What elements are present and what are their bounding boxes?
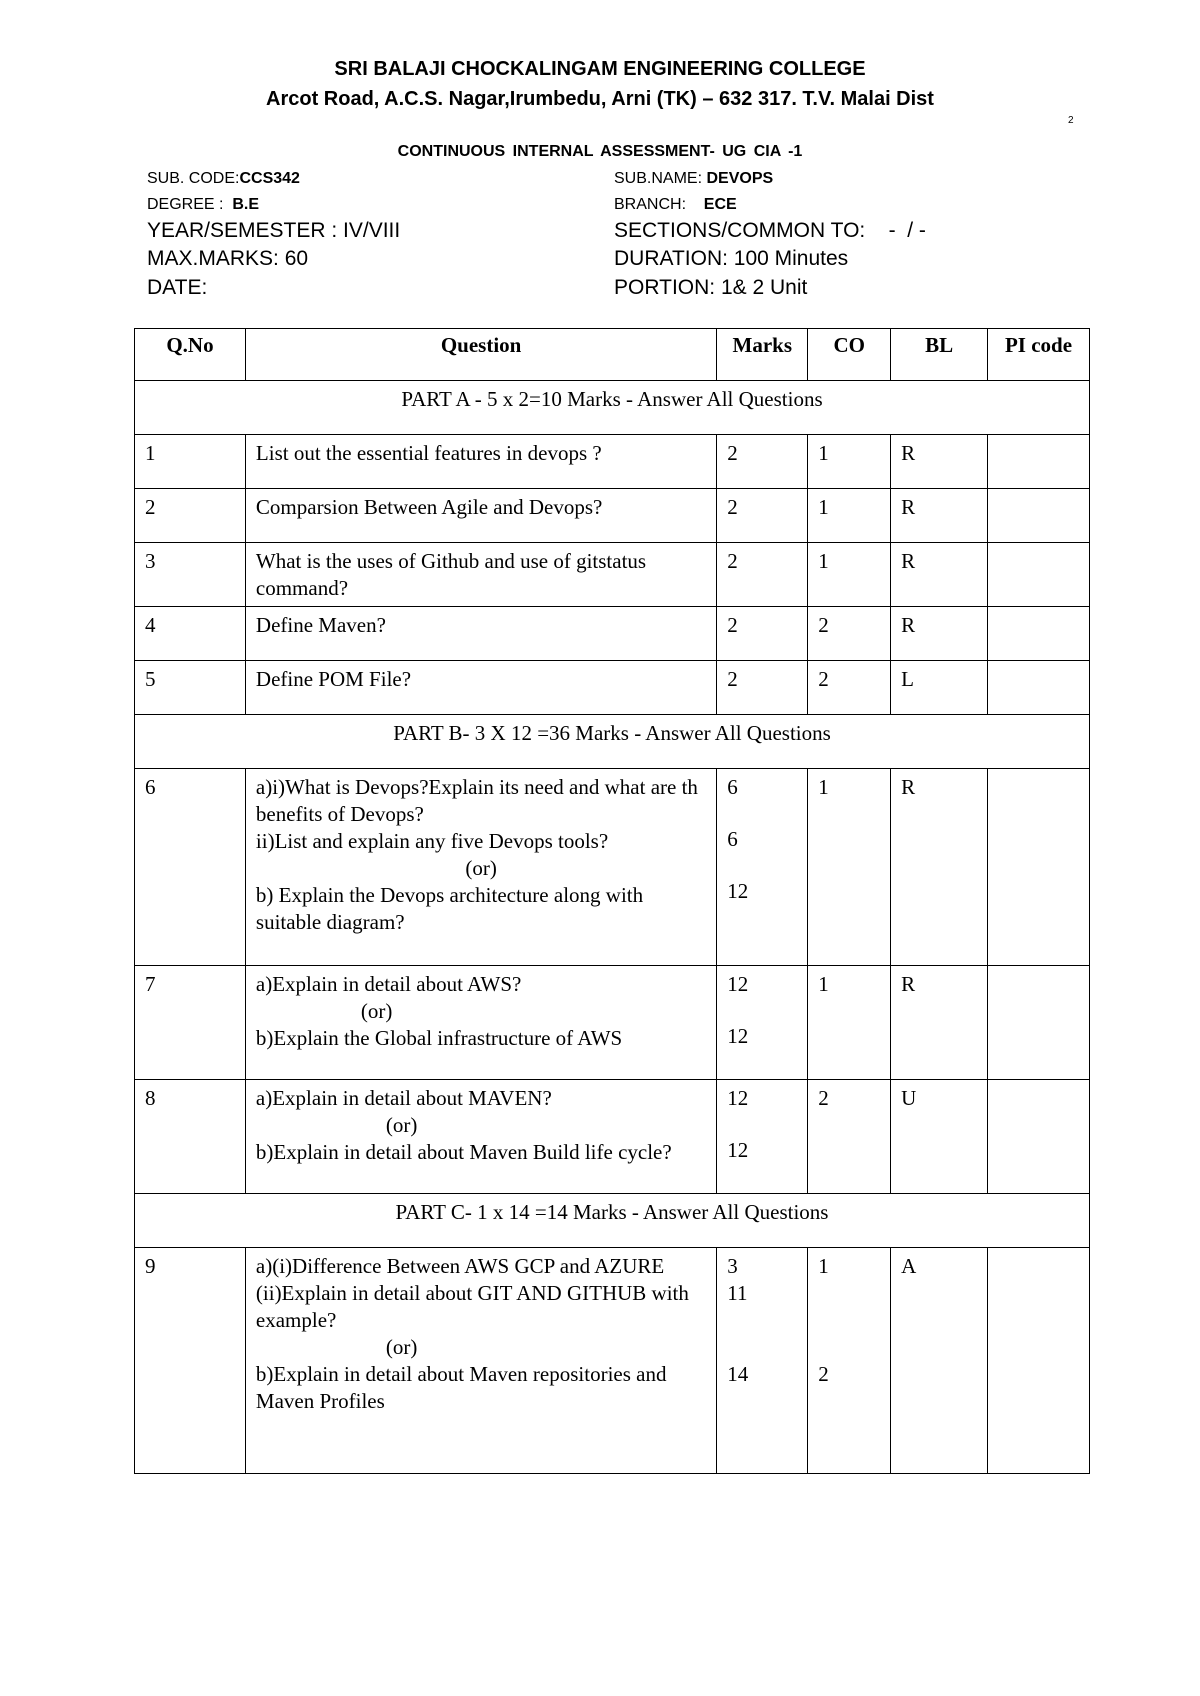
- marks: [717, 1080, 808, 1194]
- question-part-b: b)Explain in detail about Maven Build life cycle?: [255, 1140, 672, 1164]
- bl: R: [891, 435, 988, 489]
- question: Comparsion Between Agile and Devops?: [245, 489, 716, 543]
- question-part-a1: a)i)What is Devops?Explain its need and what are th benefits of Devops?: [255, 775, 698, 826]
- question-part-a1: a)(i)Difference Between AWS GCP and AZURE: [255, 1254, 665, 1278]
- question-part-b: b)Explain the Global infrastructure of AWS: [255, 1026, 623, 1050]
- co: [808, 1248, 891, 1474]
- bl: R: [891, 607, 988, 661]
- marks: 2: [717, 607, 808, 661]
- branch: BRANCH: ECE: [614, 196, 737, 213]
- marks-a2: 6: [727, 827, 738, 851]
- marks: 2: [717, 661, 808, 715]
- pi-code: [988, 769, 1090, 966]
- table-row: [135, 489, 1090, 543]
- table-row: [135, 1080, 1090, 1194]
- qno: 7: [135, 966, 246, 1080]
- college-address: Arcot Road, A.C.S. Nagar,Irumbedu, Arni (TK) – 632 317. T.V. Malai Dist: [266, 88, 934, 110]
- or-separator: (or): [465, 856, 497, 880]
- question: List out the essential features in devops ?: [245, 435, 716, 489]
- or-separator: (or): [385, 1113, 418, 1137]
- question: [245, 769, 716, 966]
- qno: 8: [135, 1080, 246, 1194]
- table-header-row: [135, 329, 1090, 381]
- bl: A: [891, 1248, 988, 1474]
- or-separator: (or): [360, 999, 393, 1023]
- header-qno: Q.No: [135, 329, 246, 381]
- year-semester: YEAR/SEMESTER : IV/VIII: [147, 219, 401, 242]
- table-row: [135, 543, 1090, 607]
- marks-b: 12: [727, 879, 749, 903]
- co-a: 1: [818, 1254, 829, 1278]
- table-row: [135, 769, 1090, 966]
- pi-code: [988, 1248, 1090, 1474]
- college-header: [0, 54, 1200, 114]
- question-part-b: b)Explain in detail about Maven repositories and Maven Profiles: [255, 1362, 667, 1413]
- marks: [717, 966, 808, 1080]
- header-question: Question: [245, 329, 716, 381]
- header-pi-code: PI code: [988, 329, 1090, 381]
- bl: R: [891, 543, 988, 607]
- marks-a: 12: [727, 972, 749, 996]
- table-row: [135, 1248, 1090, 1474]
- marks: [717, 769, 808, 966]
- table-row: [135, 435, 1090, 489]
- marks: 2: [717, 543, 808, 607]
- table-row: [135, 607, 1090, 661]
- question: [245, 1080, 716, 1194]
- college-name: SRI BALAJI CHOCKALINGAM ENGINEERING COLLEGE: [334, 58, 866, 80]
- marks: 2: [717, 435, 808, 489]
- question-part-a2: (ii)Explain in detail about GIT AND GITHUB with example?: [255, 1281, 689, 1332]
- co: 2: [808, 607, 891, 661]
- marks-a2: 11: [727, 1281, 748, 1305]
- qno: 2: [135, 489, 246, 543]
- marks-b: 12: [727, 1138, 749, 1162]
- qno: 1: [135, 435, 246, 489]
- marks-b: 12: [727, 1024, 749, 1048]
- part-a-row: [135, 381, 1090, 435]
- pi-code: [988, 607, 1090, 661]
- exam-title: CONTINUOUS INTERNAL ASSESSMENT- UG CIA -1: [397, 143, 803, 160]
- part-a-title: PART A - 5 x 2=10 Marks - Answer All Questions: [135, 381, 1090, 435]
- bl: L: [891, 661, 988, 715]
- question-table: [134, 328, 1090, 1474]
- question-part-a2: ii)List and explain any five Devops tools?: [255, 829, 609, 853]
- page-number: 2: [1068, 115, 1074, 126]
- header-co: CO: [808, 329, 891, 381]
- co: 1: [808, 435, 891, 489]
- marks-a1: 6: [727, 775, 738, 799]
- bl: R: [891, 769, 988, 966]
- or-separator: (or): [385, 1335, 418, 1359]
- degree: DEGREE : B.E: [147, 196, 260, 213]
- bl: U: [891, 1080, 988, 1194]
- part-c-row: [135, 1194, 1090, 1248]
- qno: 4: [135, 607, 246, 661]
- portion: PORTION: 1& 2 Unit: [614, 276, 808, 299]
- qno: 6: [135, 769, 246, 966]
- max-marks: MAX.MARKS: 60: [147, 247, 309, 270]
- question: [245, 1248, 716, 1474]
- co: 1: [808, 543, 891, 607]
- part-b-title: PART B- 3 X 12 =36 Marks - Answer All Questions: [135, 715, 1090, 769]
- sub-name: SUB.NAME: DEVOPS: [614, 170, 774, 187]
- question: [245, 966, 716, 1080]
- header-marks: Marks: [717, 329, 808, 381]
- marks-a1: 3: [727, 1254, 738, 1278]
- question-part-a: a)Explain in detail about MAVEN?: [255, 1086, 552, 1110]
- pi-code: [988, 966, 1090, 1080]
- marks: 2: [717, 489, 808, 543]
- co: 2: [808, 1080, 891, 1194]
- co: 1: [808, 769, 891, 966]
- sub-code: SUB. CODE:CCS342: [147, 170, 300, 187]
- co: 2: [808, 661, 891, 715]
- question: What is the uses of Github and use of gitstatus command?: [245, 543, 716, 607]
- bl: R: [891, 966, 988, 1080]
- qno: 3: [135, 543, 246, 607]
- question-part-b: b) Explain the Devops architecture along with suitable diagram?: [255, 883, 644, 934]
- pi-code: [988, 543, 1090, 607]
- marks-a: 12: [727, 1086, 749, 1110]
- part-c-title: PART C- 1 x 14 =14 Marks - Answer All Questions: [135, 1194, 1090, 1248]
- part-b-row: [135, 715, 1090, 769]
- pi-code: [988, 435, 1090, 489]
- sections-common: SECTIONS/COMMON TO: - / -: [614, 219, 926, 242]
- table-row: [135, 661, 1090, 715]
- table-row: [135, 966, 1090, 1080]
- co: 1: [808, 489, 891, 543]
- bl: R: [891, 489, 988, 543]
- question: Define Maven?: [245, 607, 716, 661]
- co: 1: [808, 966, 891, 1080]
- qno: 9: [135, 1248, 246, 1474]
- date: DATE:: [147, 276, 208, 299]
- question: Define POM File?: [245, 661, 716, 715]
- pi-code: [988, 489, 1090, 543]
- question-part-a: a)Explain in detail about AWS?: [255, 972, 522, 996]
- pi-code: [988, 1080, 1090, 1194]
- marks-b: 14: [727, 1362, 749, 1386]
- co-b: 2: [818, 1362, 829, 1386]
- header-bl: BL: [891, 329, 988, 381]
- pi-code: [988, 661, 1090, 715]
- marks: [717, 1248, 808, 1474]
- qno: 5: [135, 661, 246, 715]
- duration: DURATION: 100 Minutes: [614, 247, 849, 270]
